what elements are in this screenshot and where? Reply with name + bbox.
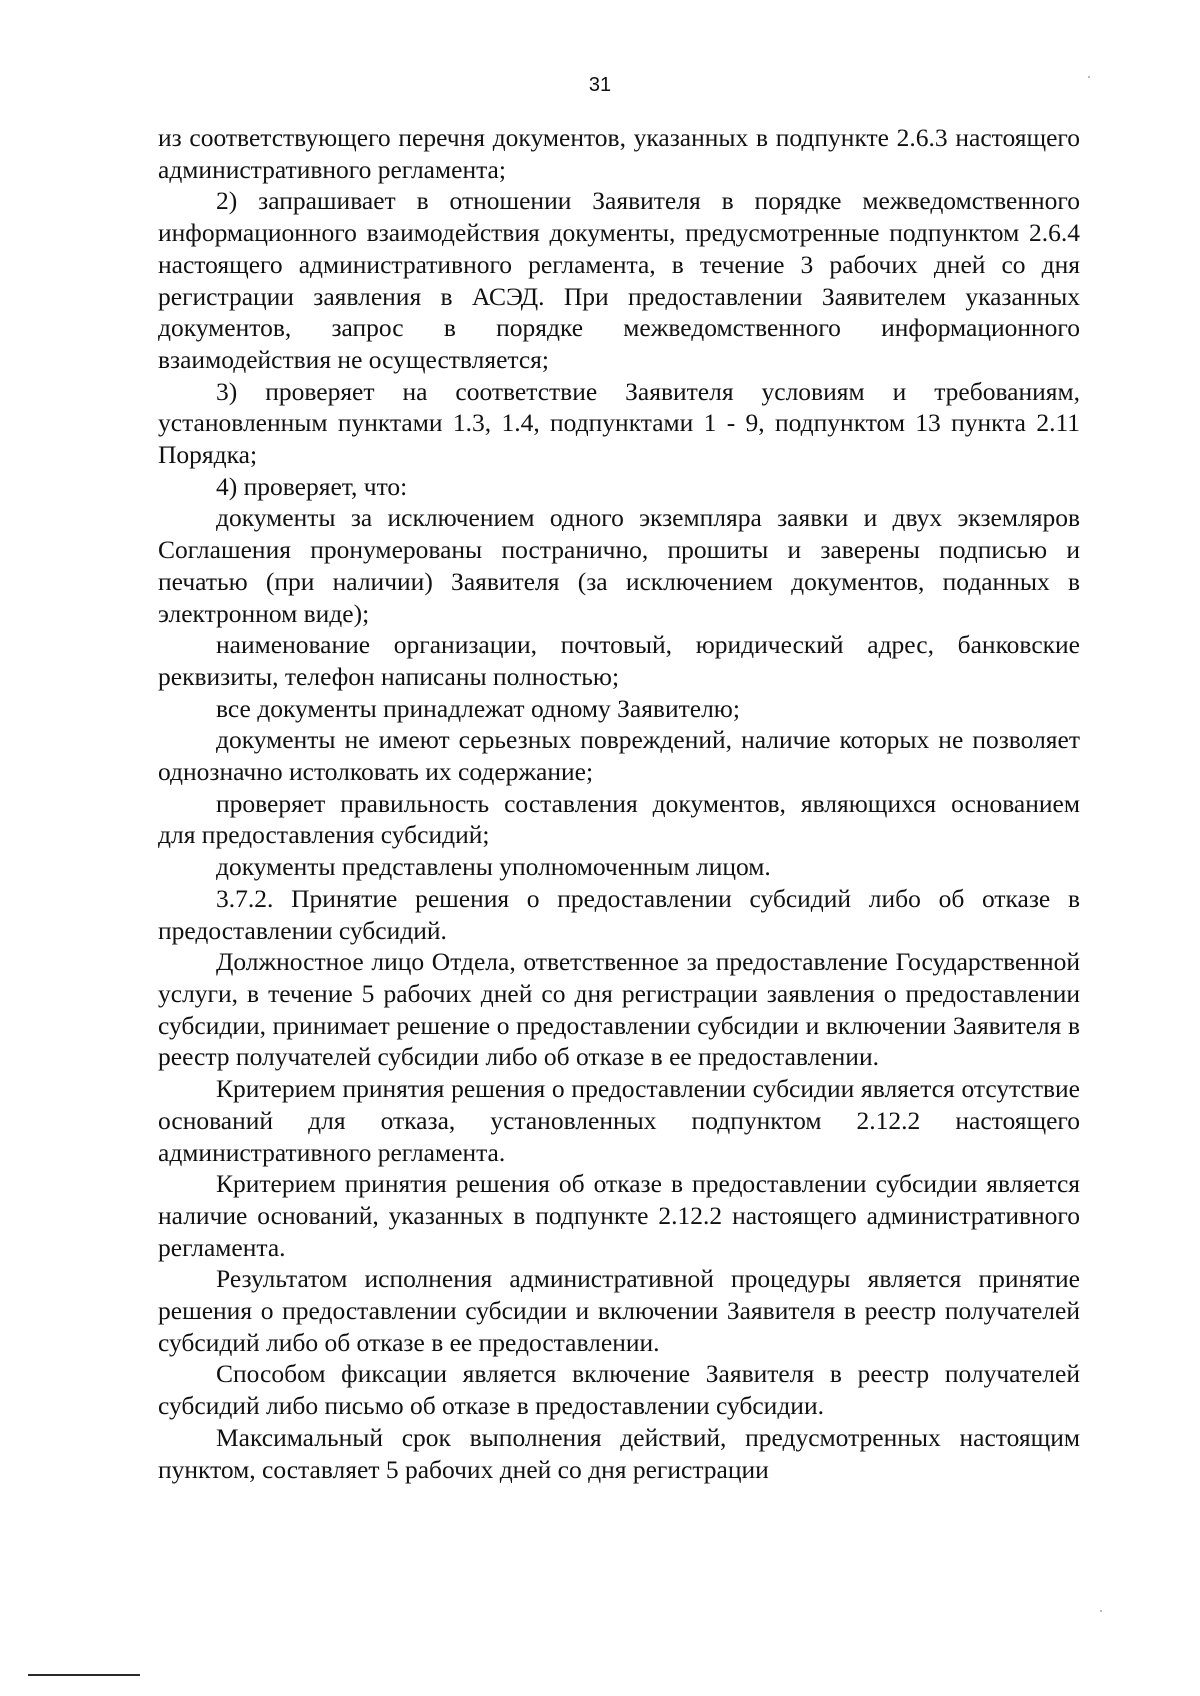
paragraph-section-3-7-2: 3.7.2. Принятие решения о предоставлении субсидий либо об отказе в предоставлении субсидий. xyxy=(158,883,1080,945)
paragraph-check-damage: документы не имеют серьезных повреждений, наличие которых не позволяет однозначно истолковать их содержание; xyxy=(158,725,1080,787)
scan-edge-line xyxy=(28,1674,140,1676)
paragraph-check-correctness: проверяет правильность составления документов, являющихся основанием для предоставления субсидий; xyxy=(158,788,1080,850)
paragraph-check-documents-bound: документы за исключением одного экземпляра заявки и двух экземляров Соглашения пронумерованы постранично, прошиты и заверены подписью и печатью (при наличии) Заявителя (за исключением документов, поданных в электронном виде); xyxy=(158,503,1080,628)
paragraph-item-2: 2) запрашивает в отношении Заявителя в порядке межведомственного информационного взаимодействия документы, предусмотренные подпунктом 2.6.4 настоящего административного регламента, в течение 3 рабочих дней со дня регистрации заявления в АСЭД. При предоставлении Заявителем указанных документов, запрос в порядке межведомственного информационного взаимодействия не осуществляется; xyxy=(158,186,1080,374)
paragraph-official-decision: Должностное лицо Отдела, ответственное за предоставление Государственной услуги, в течение 5 рабочих дней со дня регистрации заявления о предоставлении субсидии, принимает решение о предоставлении субсидии и включении Заявителя в реестр получателей субсидии либо об отказе в ее предоставлении. xyxy=(158,947,1080,1072)
scan-speck xyxy=(1088,76,1090,78)
paragraph-check-requisites: наименование организации, почтовый, юридический адрес, банковские реквизиты, телефон написаны полностью; xyxy=(158,630,1080,691)
paragraph-item-4: 4) проверяет, что: xyxy=(216,471,408,501)
paragraph-result: Результатом исполнения административной процедуры является принятие решения о предоставлении субсидии и включении Заявителя в реестр получателей субсидий либо об отказе в ее предоставлении. xyxy=(158,1264,1080,1357)
paragraph-criterion-refusal: Критерием принятия решения об отказе в предоставлении субсидии является наличие оснований, указанных в подпункте 2.12.2 настоящего административного регламента. xyxy=(158,1169,1080,1262)
paragraph-criterion-grant: Критерием принятия решения о предоставлении субсидии является отсутствие оснований для отказа, установленных подпунктом 2.12.2 настоящего административного регламента. xyxy=(158,1074,1080,1167)
document-body xyxy=(158,122,1080,1485)
scan-speck xyxy=(1100,1610,1102,1612)
paragraph-max-term: Максимальный срок выполнения действий, предусмотренных настоящим пунктом, составляет 5 рабочих дней со дня регистрации xyxy=(158,1422,1080,1484)
paragraph-check-authorized-person: документы представлены уполномоченным лицом. xyxy=(216,852,771,882)
paragraph-fixation-method: Способом фиксации является включение Заявителя в реестр получателей субсидий либо письмо об отказе в предоставлении субсидии. xyxy=(158,1359,1080,1421)
paragraph-check-single-applicant: все документы принадлежат одному Заявителю; xyxy=(216,693,740,723)
paragraph-item-3: 3) проверяет на соответствие Заявителя условиям и требованиям, установленным пунктами 1.3, 1.4, подпунктами 1 - 9, подпунктом 13 пункта 2.11 Порядка; xyxy=(158,376,1080,470)
paragraph-continuation: из соответствующего перечня документов, указанных в подпункте 2.6.3 настоящего административного регламента; xyxy=(158,123,1080,184)
page-number: 31 xyxy=(588,74,612,96)
